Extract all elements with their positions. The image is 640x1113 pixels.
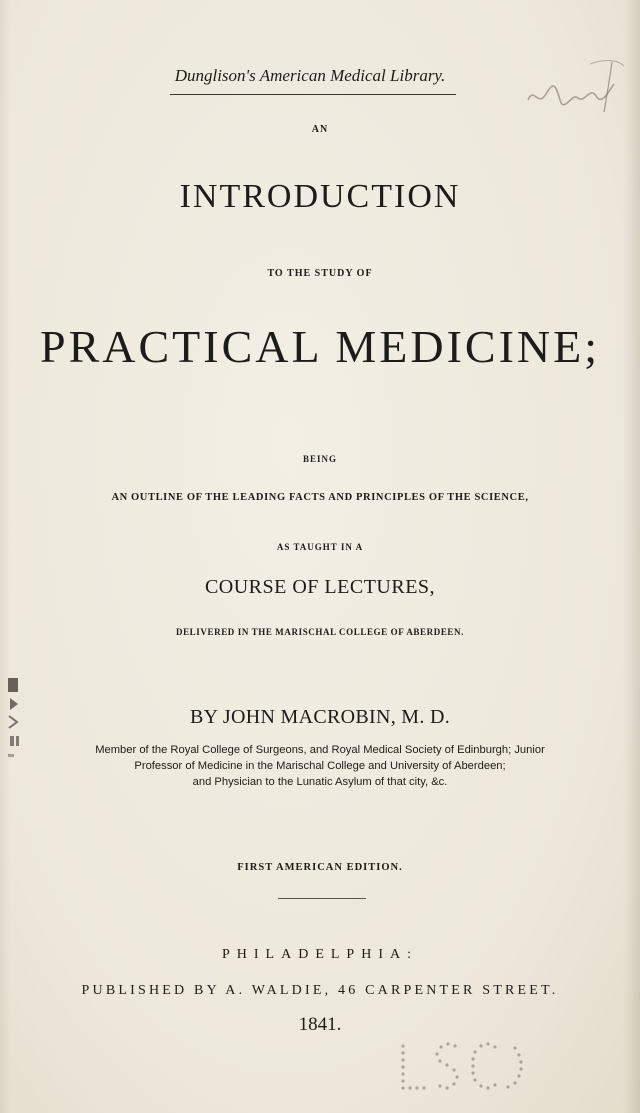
taught-label: AS TAUGHT IN A <box>276 542 364 552</box>
subtitle-outline: AN OUTLINE OF THE LEADING FACTS AND PRINCIPLES OF THE SCIENCE, <box>111 492 529 503</box>
series-underline <box>170 94 456 95</box>
edition-line: FIRST AMERICAN EDITION. <box>237 862 403 873</box>
title-article: AN <box>311 124 329 135</box>
imprint-publisher: PUBLISHED BY A. WALDIE, 46 CARPENTER STREET. <box>81 983 559 998</box>
handwritten-annotation-icon <box>520 56 630 126</box>
credentials-line-1: Member of the Royal College of Surgeons, and Royal Medical Society of Edinburgh; Junior <box>95 744 545 756</box>
author-credentials <box>0 742 640 790</box>
series-name: Dunglison's American Medical Library. <box>174 66 446 85</box>
credentials-line-3: and Physician to the Lunatic Asylum of that city, &c. <box>192 776 448 788</box>
imprint-year: 1841. <box>298 1014 342 1035</box>
credentials-line-2: Professor of Medicine in the Marischal College and University of Aberdeen; <box>134 760 506 772</box>
title-connector: TO THE STUDY OF <box>267 268 373 279</box>
author-line: BY JOHN MACROBIN, M. D. <box>189 706 451 728</box>
delivered-line: DELIVERED IN THE MARISCHAL COLLEGE OF ABERDEEN. <box>175 627 464 637</box>
being-label: BEING <box>302 454 337 464</box>
perforated-stamp-icon <box>397 1040 527 1092</box>
course-heading: COURSE OF LECTURES, <box>204 576 436 598</box>
imprint-city: PHILADELPHIA: <box>222 947 418 962</box>
separator-rule <box>278 898 366 899</box>
subject-title: PRACTICAL MEDICINE; <box>39 321 600 372</box>
main-title: INTRODUCTION <box>179 178 461 215</box>
